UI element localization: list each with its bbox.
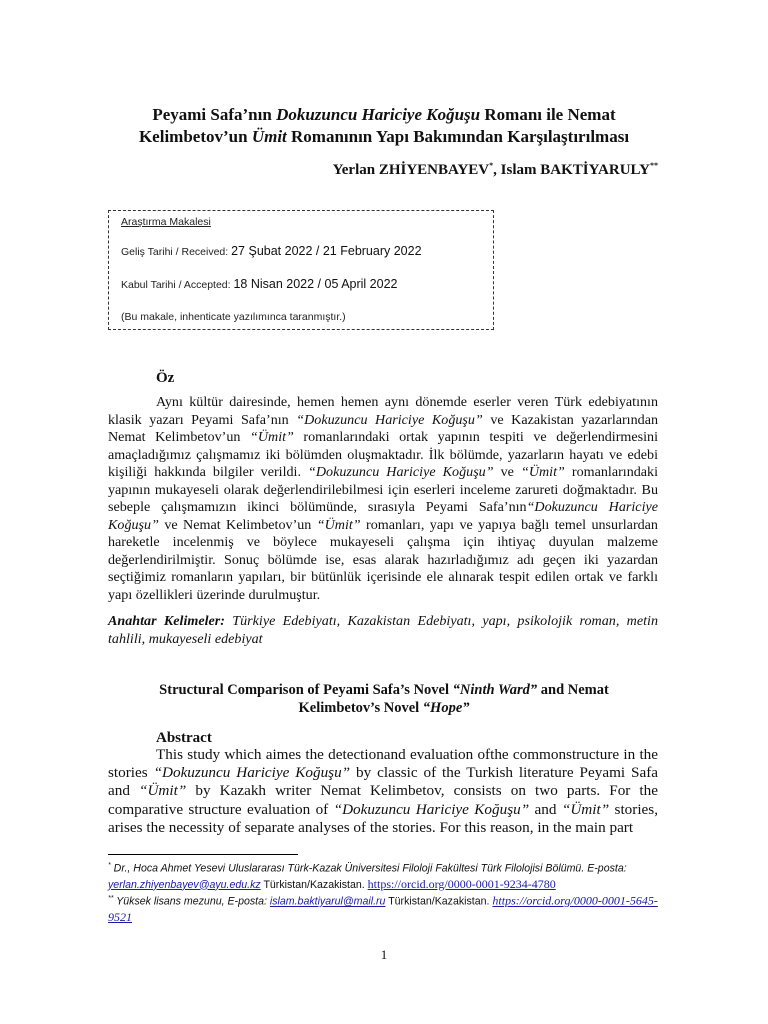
author-2: Islam BAKTİYARULY [500,162,650,178]
author-1-footnote-mark[interactable]: * [489,161,494,170]
footnote-2: ** Yüksek lisans mezunu, E-posta: islam.baktiyarul@mail.ru Türkistan/Kazakistan. https://orcid.org/0000-0001-5645-9521 [108,893,658,924]
accepted-date: Kabul Tarihi / Accepted: 18 Nisan 2022 / 05 April 2022 [121,277,398,291]
paper-title-tr [108,104,660,148]
footnote-1: * Dr., Hoca Ahmet Yesevi Uluslararası Türk-Kazak Üniversitesi Filoloji Fakültesi Türk Filolojisi Bölümü. E-posta: yerlan.zhiyenbayev@ayu.edu.kz Türkistan/Kazakistan. https://orcid.org/0000-0001-9234-4780 [108,862,627,891]
en-title-line-2: Kelimbetov’s Novel “Hope” [298,700,470,716]
author-line: Yerlan ZHİYENBAYEV*, Islam BAKTİYARULY** [332,161,658,178]
orcid-link-1[interactable]: https://orcid.org/0000-0001-9234-4780 [367,876,556,891]
keywords-tr: Anahtar Kelimeler: Türkiye Edebiyatı, Kazakistan Edebiyatı, yapı, psikolojik roman, metin tahlili, mukayeseli edebiyat [108,613,658,647]
orcid-link-2[interactable]: https://orcid.org/0000-0001-5645-9521 [108,893,658,924]
page-number: 1 [380,947,388,962]
plagiarism-note: (Bu makale, inhenticate yazılımınca taranmıştır.) [121,311,346,323]
oz-paragraph: Aynı kültür dairesinde, hemen hemen aynı dönemde eserler veren Türk edebiyatının klasik yazarı Peyami Safa’nın “Dokuzuncu Hariciye Koğuşu” ve Kazakistan yazarlarından Nemat Kelimbetov’un “Ümit” romanlarındaki ortak yapının tespiti ve değerlendirmesini amaçladığımız çalışmamız iki bölümden oluşmaktadır. İlk bölümde, yazarların hayatı ve edebi kişiliği hakkında bilgiler verildi. “Dokuzuncu Hariciye Koğuşu” ve “Ümit” romanlarındaki yapının mukayeseli olarak değerlendirilebilmesi için eserleri inceleme zarureti doğmaktadır. Bu sebeple çalışmamızın ikinci bölümünde, sırasıyla Peyami Safa’nın“Dokuzuncu Hariciye Koğuşu” ve Nemat Kelimbetov’un “Ümit” romanları, yapı ve yapıya bağlı temel unsurlardan hareketle incelenmiş ve böylece mukayeseli çalışma için ihtiyaç duyulan malzeme değerlendirilmiştir. Sonuç bölümde ise, esas alarak hazırladığımız adı geçen iki yazardan seçtiğimiz romanların yapıları, bir bütünlük içerisinde ele alınarak tespit edilen ortak ve farklı yapı özellikleri üzerinde durulmuştur. [108,394,659,603]
author-2-footnote-mark[interactable]: ** [650,161,658,170]
abstract-paragraph: This study which aimes the detectionand evaluation ofthe commonstructure in the stories “Dokuzuncu Hariciye Koğuşu” by classic of the Turkish literature Peyami Safa and “Ümit” by Kazakh writer Nemat Kelimbetov, consists on two parts. For the comparative structure evaluation of “Dokuzuncu Hariciye Koğuşu” and “Ümit” stories, arises the necessity of separate analyses of the stories. For this reason, in the main part [108,746,658,836]
paper-title-en [108,681,660,717]
abstract-heading: Abstract [156,730,212,746]
oz-heading: Öz [156,370,175,386]
en-title-line-1: Structural Comparison of Peyami Safa’s Novel “Ninth Ward” and Nemat [159,682,609,698]
footnote-divider [108,854,298,855]
author-1: Yerlan ZHİYENBAYEV [332,162,490,178]
title-line-2: Kelimbetov’un Ümit Romanının Yapı Bakımından Karşılaştırılması [138,127,630,146]
received-date: Geliş Tarihi / Received: 27 Şubat 2022 / 21 February 2022 [121,244,422,258]
keywords-label: Anahtar Kelimeler: [108,613,225,629]
email-link-1[interactable]: yerlan.zhiyenbayev@ayu.edu.kz [108,878,261,891]
title-line-1: Peyami Safa’nın Dokuzuncu Hariciye Koğuşu Romanı ile Nemat [152,105,616,124]
article-type: Araştırma Makalesi [121,216,211,228]
article-info-box [108,210,494,330]
email-link-2[interactable]: islam.baktiyarul@mail.ru [269,895,386,908]
